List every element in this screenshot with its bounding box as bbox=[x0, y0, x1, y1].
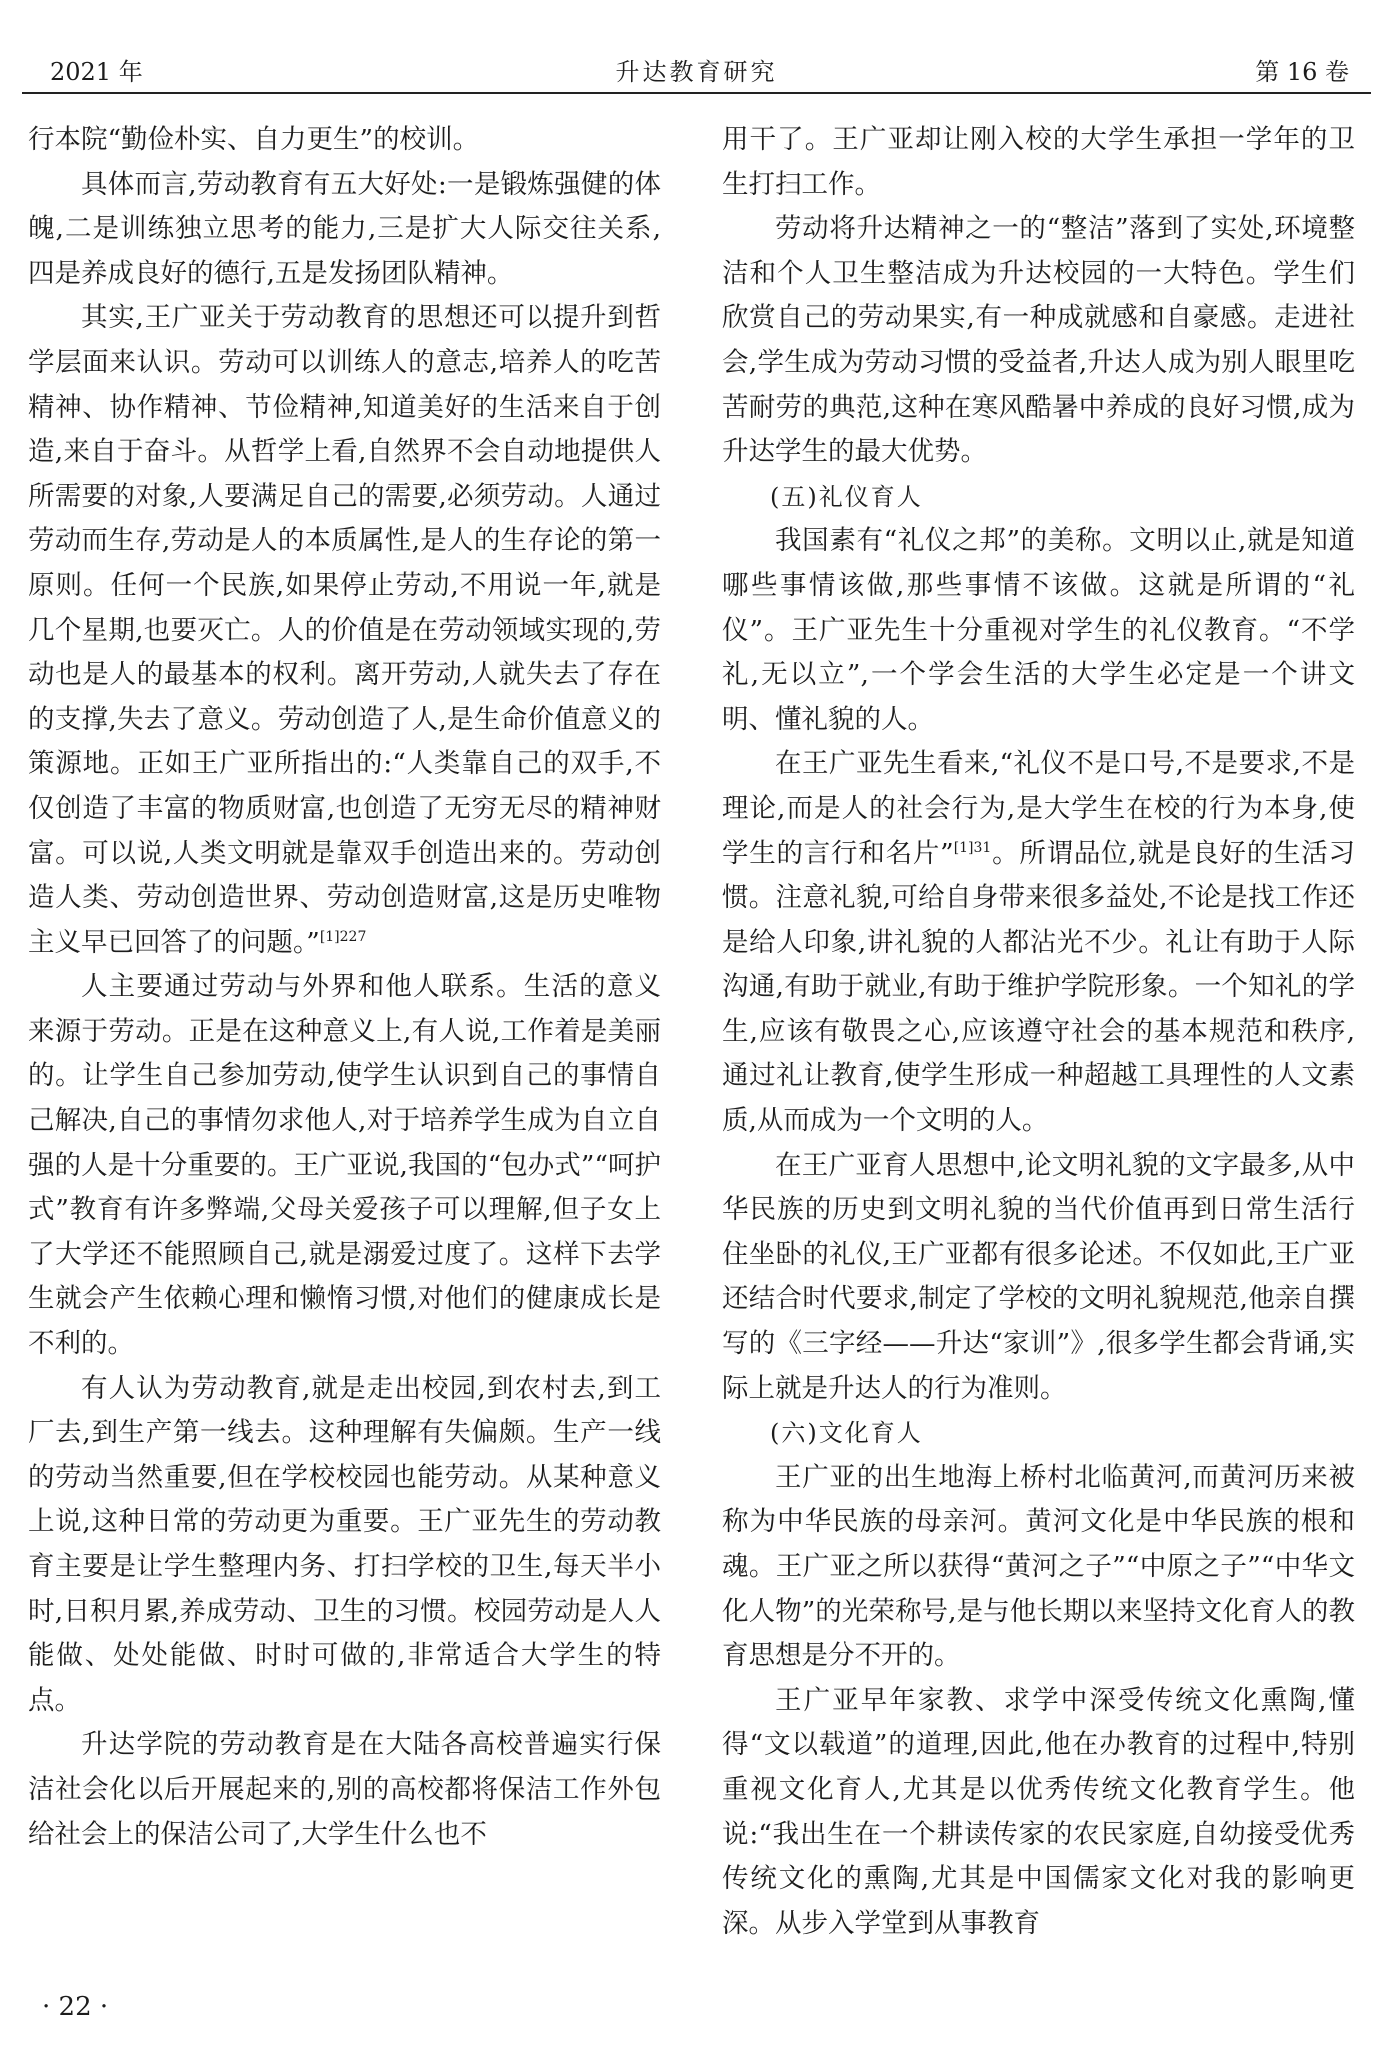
running-header bbox=[22, 46, 1371, 94]
paragraph bbox=[28, 296, 661, 965]
paragraph-text: 其实,王广亚关于劳动教育的思想还可以提升到哲学层面来认识。劳动可以训练人的意志,培养人的吃苦精神、协作精神、节俭精神,知道美好的生活来自于创造,来自于奋斗。从哲学上看,自然界不会自动地提供人所需要的对象,人要满足自己的需要,必须劳动。人通过劳动而生存,劳动是人的本质属性,是人的生存论的第一原则。任何一个民族,如果停止劳动,不用说一年,就是几个星期,也要灭亡。人的价值是在劳动领域实现的,劳动也是人的最基本的权利。离开劳动,人就失去了存在的支撑,失去了意义。劳动创造了人,是生命价值意义的策源地。正如王广亚所指出的:“人类靠自己的双手,不仅创造了丰富的物质财富,也创造了无穷无尽的精神财富。可以说,人类文明就是靠双手创造出来的。劳动创造人类、劳动创造世界、劳动创造财富,这是历史唯物主义早已回答了的问题。” bbox=[28, 302, 661, 958]
paragraph: 我国素有“礼仪之邦”的美称。文明以止,就是知道哪些事情该做,那些事情不该做。这就是所谓的“礼仪”。王广亚先生十分重视对学生的礼仪教育。“不学礼,无以立”,一个学会生活的大学生必定是一个讲文明、懂礼貌的人。 bbox=[722, 525, 1355, 735]
paragraph: 升达学院的劳动教育是在大陆各高校普遍实行保洁社会化以后开展起来的,别的高校都将保洁工作外包给社会上的保洁公司了,大学生什么也不 bbox=[28, 1729, 661, 1850]
left-column bbox=[28, 118, 661, 1857]
paragraph: 用干了。王广亚却让刚入校的大学生承担一学年的卫生打扫工作。 bbox=[722, 124, 1355, 200]
paragraph: 王广亚的出生地海上桥村北临黄河,而黄河历来被称为中华民族的母亲河。黄河文化是中华民族的根和魂。王广亚之所以获得“黄河之子”“中原之子”“中华文化人物”的光荣称号,是与他长期以来坚持文化育人的教育思想是分不开的。 bbox=[722, 1461, 1355, 1672]
paragraph: 劳动将升达精神之一的“整洁”落到了实处,环境整洁和个人卫生整洁成为升达校园的一大特色。学生们欣赏自己的劳动果实,有一种成就感和自豪感。走进社会,学生成为劳动习惯的受益者,升达人成为别人眼里吃苦耐劳的典范,这种在寒风酷暑中养成的良好习惯,成为升达学生的最大优势。 bbox=[722, 213, 1355, 468]
header-year: 2021 年 bbox=[50, 58, 143, 86]
paragraph-text: 在王广亚先生看来,“礼仪不是口号,不是要求,不是理论,而是人的社会行为,是大学生在校的行为本身,使学生的言行和名片” bbox=[722, 748, 1355, 869]
citation: [1]31 bbox=[953, 839, 992, 856]
paragraph: 行本院“勤俭朴实、自力更生”的校训。 bbox=[28, 124, 480, 155]
section-heading: (五)礼仪育人 bbox=[770, 482, 923, 511]
paragraph: 具体而言,劳动教育有五大好处:一是锻炼强健的体魄,二是训练独立思考的能力,三是扩大人际交往关系,四是养成良好的德行,五是发扬团队精神。 bbox=[28, 168, 661, 289]
section-heading: (六)文化育人 bbox=[770, 1419, 923, 1448]
paragraph-text: 。所谓品位,就是良好的生活习惯。注意礼貌,可给自身带来很多益处,不论是找工作还是给人印象,讲礼貌的人都沾光不少。礼让有助于人际沟通,有助于就业,有助于维护学院形象。一个知礼的学生,应该有敬畏之心,应该遵守社会的基本规范和秩序,通过礼让教育,使学生形成一种超越工具理性的人文素质,从而成为一个文明的人。 bbox=[722, 837, 1355, 1137]
citation: [1]227 bbox=[319, 928, 367, 945]
paragraph: 在王广亚育人思想中,论文明礼貌的文字最多,从中华民族的历史到文明礼貌的当代价值再到日常生活行住坐卧的礼仪,王广亚都有很多论述。不仅如此,王广亚还结合时代要求,制定了学校的文明礼貌规范,他亲自撰写的《三字经——升达“家训”》,很多学生都会背诵,实际上就是升达人的行为准则。 bbox=[722, 1149, 1355, 1404]
paragraph: 王广亚早年家教、求学中深受传统文化熏陶,懂得“文以载道”的道理,因此,他在办教育的过程中,特别重视文化育人,尤其是以优秀传统文化教育学生。他说:“我出生在一个耕读传家的农民家庭,自幼接受优秀传统文化的熏陶,尤其是中国儒家文化对我的影响更深。从步入学堂到从事教育 bbox=[722, 1684, 1355, 1939]
right-column bbox=[722, 118, 1355, 1946]
paragraph: 人主要通过劳动与外界和他人联系。生活的意义来源于劳动。正是在这种意义上,有人说,工作着是美丽的。让学生自己参加劳动,使学生认识到自己的事情自己解决,自己的事情勿求他人,对于培养学生成为自立自强的人是十分重要的。王广亚说,我国的“包办式”“呵护式”教育有许多弊端,父母关爱孩子可以理解,但子女上了大学还不能照顾自己,就是溺爱过度了。这样下去学生就会产生依赖心理和懒惰习惯,对他们的健康成长是不利的。 bbox=[28, 971, 661, 1360]
paragraph: 有人认为劳动教育,就是走出校园,到农村去,到工厂去,到生产第一线去。这种理解有失偏颇。生产一线的劳动当然重要,但在学校校园也能劳动。从某种意义上说,这种日常的劳动更为重要。王广亚先生的劳动教育主要是让学生整理内务、打扫学校的卫生,每天半小时,日积月累,养成劳动、卫生的习惯。校园劳动是人人能做、处处能做、时时可做的,非常适合大学生的特点。 bbox=[28, 1372, 661, 1716]
paragraph bbox=[722, 742, 1355, 1143]
page-number: · 22 · bbox=[42, 1992, 109, 2022]
header-volume: 第 16 卷 bbox=[1255, 58, 1349, 86]
header-journal-title: 升达教育研究 bbox=[615, 58, 778, 86]
